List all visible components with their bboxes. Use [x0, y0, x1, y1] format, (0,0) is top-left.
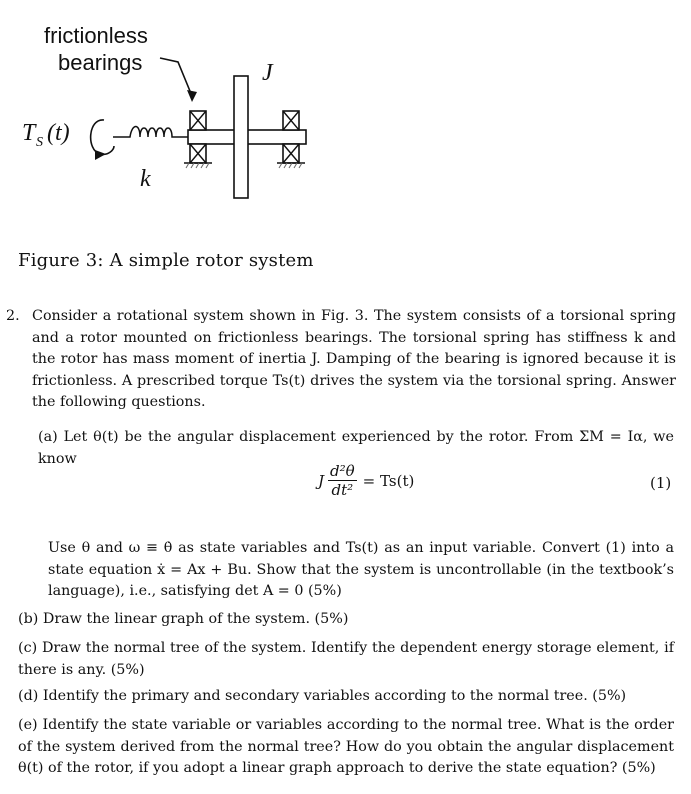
spring-label: k	[140, 166, 151, 192]
torque-label: T	[22, 120, 36, 146]
problem-text: Consider a rotational system shown in Fig. 3. The system consists of a torsional spring and a rotor mounted on frictionless bearings. The torsional spring has stiffness k and the rotor has mass moment of inertia J. Damping of the bearing is ignored because it is frictionless. A prescribed torque Ts(t) drives the system via the torsional spring. Answer the following questions.	[32, 308, 676, 410]
rotor-disk	[234, 76, 248, 198]
part-d-label: (d)	[18, 688, 39, 704]
inertia-label: J	[262, 60, 273, 86]
equation-number: (1)	[650, 474, 672, 492]
part-b-label: (b)	[18, 611, 39, 627]
torque-curve	[91, 120, 114, 154]
problem-number: 2.	[6, 308, 20, 324]
bearings-label-line2: bearings	[58, 50, 143, 75]
part-a-followup: Use θ and ω ≡ θ̇ as state variables and Ts(t) as an input variable. Convert (1) into a state equation ẋ = Ax + Bu. Show that the system is uncontrollable (in the textbook’s language), i.e., satisfying det A = 0 (5%)	[48, 540, 674, 599]
part-c-text: Draw the normal tree of the system. Identify the dependent energy storage element, if there is any. (5%)	[18, 640, 674, 678]
torque-argument: (t)	[47, 120, 70, 146]
problem-statement	[6, 306, 676, 414]
equation-rhs: = Ts(t)	[362, 471, 415, 490]
equation-1	[318, 462, 414, 499]
part-a-label: (a)	[38, 429, 58, 445]
pointer-arrowhead	[187, 90, 197, 102]
part-a-intro: Let θ(t) be the angular displacement experienced by the rotor. From ΣM = Iα, we know	[38, 429, 674, 467]
part-e-label: (e)	[18, 717, 38, 733]
bearings-label-line1: frictionless	[44, 23, 148, 48]
equation-numerator: d²θ	[330, 462, 355, 480]
part-d	[18, 686, 674, 708]
torque-subscript: S	[36, 135, 43, 150]
figure-caption: Figure 3: A simple rotor system	[18, 250, 314, 271]
equation-fraction	[328, 462, 357, 499]
equation-lhs: J	[318, 471, 325, 490]
part-e	[18, 715, 674, 780]
part-b	[18, 609, 674, 631]
equation-denominator: dt²	[331, 481, 354, 499]
rotor-diagram	[0, 0, 360, 215]
rotor-figure	[0, 0, 360, 215]
torsional-spring	[113, 127, 188, 138]
part-c-label: (c)	[18, 640, 38, 656]
part-e-text: Identify the state variable or variables according to the normal tree. What is the order of the system derived from the normal tree? How do you obtain the angular displacement θ(t) of the rotor, if you adopt a linear graph approach to derive the state equation? (5%)	[18, 717, 675, 776]
part-b-text: Draw the linear graph of the system. (5%)	[42, 611, 349, 627]
part-d-text: Identify the primary and secondary variables according to the normal tree. (5%)	[42, 688, 627, 704]
part-c	[18, 638, 674, 681]
